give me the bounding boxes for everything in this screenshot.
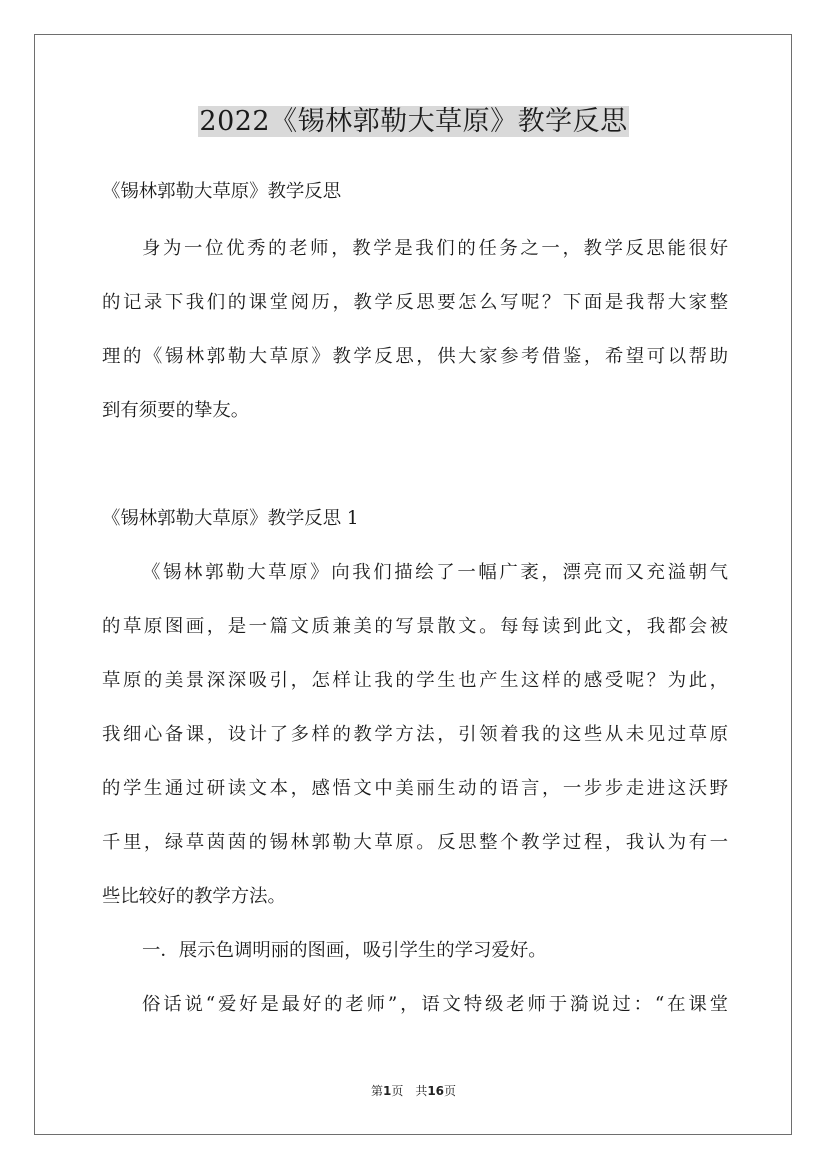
footer-suffix: 页: [444, 1084, 457, 1098]
body-line-5: 的学生通过研读文本，感悟文中美丽生动的语言，一步步走进这沃野: [102, 778, 728, 799]
point-heading-1: 一．展示色调明丽的图画，吸引学生的学习爱好。: [142, 940, 547, 961]
body-line-7: 些比较好的教学方法。: [102, 886, 286, 907]
intro-line-3: 理的《锡林郭勒大草原》教学反思，供大家参考借鉴，希望可以帮助: [102, 346, 728, 367]
intro-line-2: 的记录下我们的课堂阅历，教学反思要怎么写呢？下面是我帮大家整: [102, 292, 728, 313]
intro-line-1: 身为一位优秀的老师，教学是我们的任务之一，教学反思能很好: [142, 238, 728, 259]
body-line-2: 的草原图画，是一篇文质兼美的写景散文。每每读到此文，我都会被: [102, 616, 728, 637]
section-heading-main: 《锡林郭勒大草原》教学反思: [102, 181, 342, 202]
footer-mid: 页 共: [391, 1084, 428, 1098]
document-title: [0, 103, 827, 141]
quote-line: 俗话说“爱好是最好的老师”，语文特级老师于漪说过：“在课堂: [142, 994, 728, 1015]
body-line-4: 我细心备课，设计了多样的教学方法，引领着我的这些从未见过草原: [102, 724, 728, 745]
body-line-6: 千里，绿草茵茵的锡林郭勒大草原。反思整个教学过程，我认为有一: [102, 832, 728, 853]
section-heading-1: 《锡林郭勒大草原》教学反思 1: [102, 508, 359, 529]
document-title-text: 2022《锡林郭勒大草原》教学反思: [199, 106, 628, 137]
page-footer: [0, 1083, 827, 1099]
body-line-3: 草原的美景深深吸引，怎样让我的学生也产生这样的感受呢？为此，: [102, 670, 728, 691]
footer-total-pages: 16: [427, 1084, 445, 1098]
footer-prefix: 第: [370, 1084, 383, 1098]
body-line-1: 《锡林郭勒大草原》向我们描绘了一幅广袤，漂亮而又充溢朝气: [142, 562, 728, 583]
intro-line-4: 到有须要的挚友。: [102, 400, 250, 421]
footer-current-page: 1: [382, 1084, 392, 1098]
